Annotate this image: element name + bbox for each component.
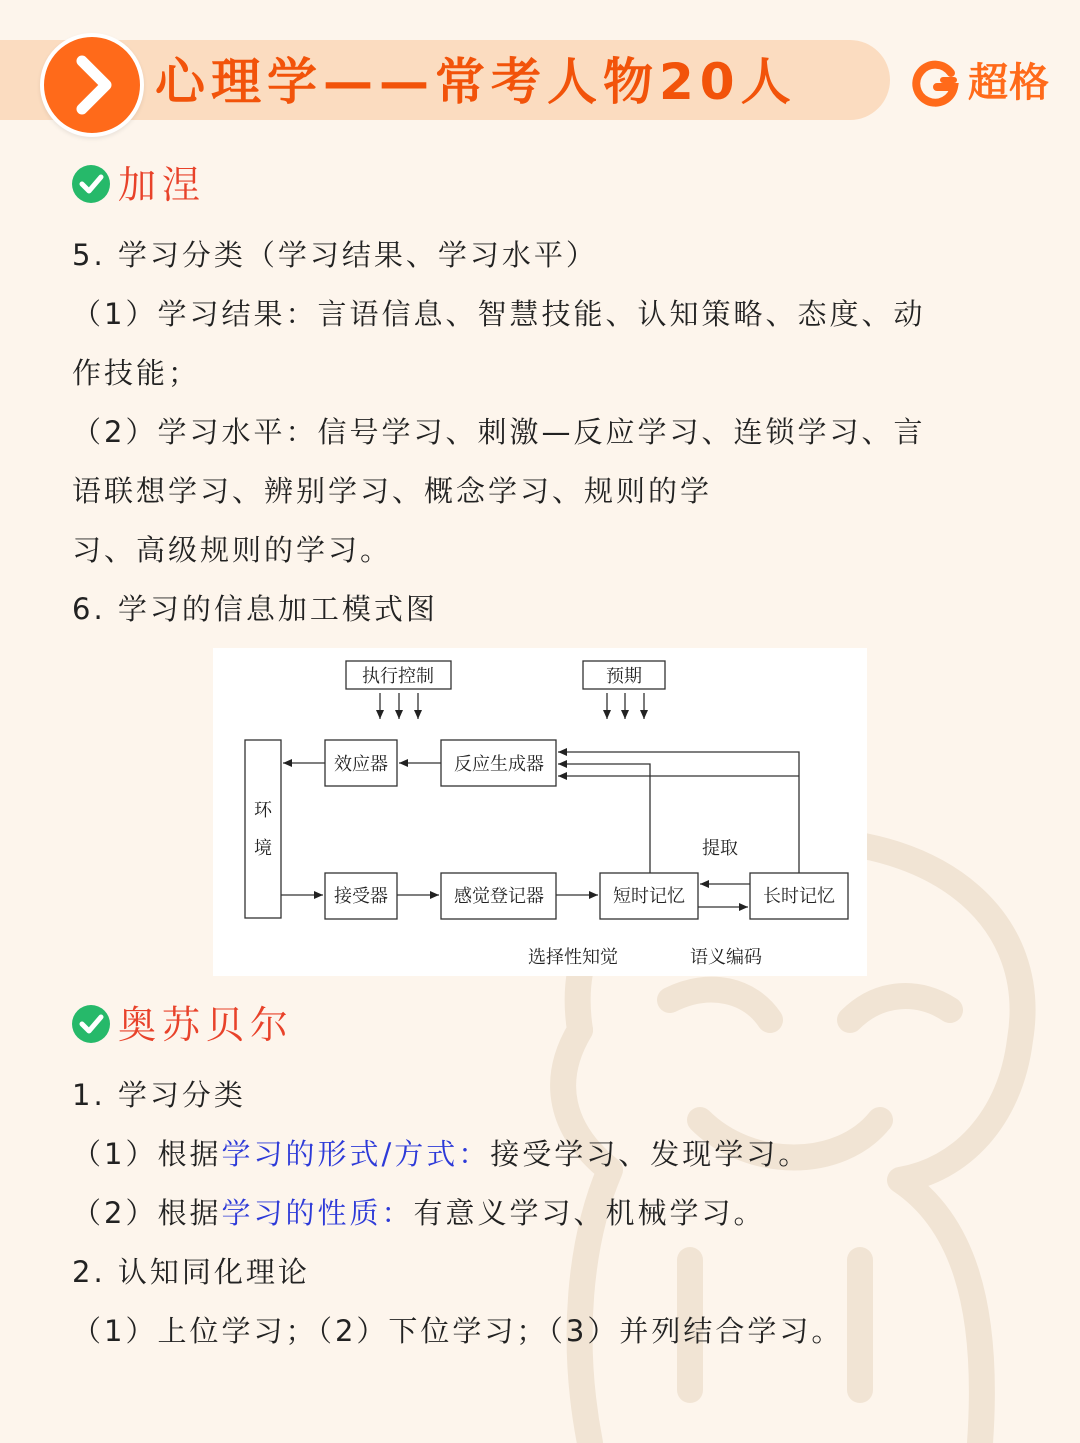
text-line: 2. 认知同化理论 — [72, 1255, 310, 1289]
text-line: 语联想学习、辨别学习、概念学习、规则的学 — [72, 474, 713, 508]
information-processing-diagram — [213, 648, 867, 976]
text-line: 1. 学习分类 — [72, 1078, 246, 1112]
brand-g-icon — [910, 59, 960, 109]
arrow-badge — [40, 33, 144, 137]
text-line: （2）学习水平：信号学习、刺激—反应学习、连锁学习、言 — [72, 415, 926, 449]
text-line: 5. 学习分类（学习结果、学习水平） — [72, 238, 598, 272]
retrieval-label: 提取 — [702, 838, 738, 859]
text-line: 6. 学习的信息加工模式图 — [72, 592, 438, 626]
text-line-classification-form — [72, 1134, 810, 1174]
section-title: 加涅 — [118, 163, 207, 207]
semantic-encoding-label: 语义编码 — [690, 947, 762, 968]
long-term-memory-label: 长时记忆 — [763, 886, 835, 907]
check-circle-icon — [72, 1005, 110, 1043]
chevron-right-icon — [44, 37, 140, 133]
sensory-register-label: 感觉登记器 — [454, 886, 544, 907]
text-segment: 接受学习、发现学习。 — [490, 1137, 811, 1171]
executive-control-label: 执行控制 — [362, 666, 434, 687]
text-segment: （1）根据 — [72, 1137, 222, 1171]
response-generator-label: 反应生成器 — [454, 754, 544, 775]
brand-name: 超格 — [968, 60, 1050, 106]
environment-label-2: 境 — [254, 838, 272, 859]
expectancy-label: 预期 — [606, 666, 642, 687]
page-title: 心理学——常考人物20人 — [155, 53, 797, 111]
selective-perception-label: 选择性知觉 — [528, 947, 618, 968]
receptor-label: 接受器 — [334, 886, 388, 907]
text-line-classification-nature — [72, 1193, 765, 1233]
highlight-text: 学习的性质： — [221, 1196, 414, 1230]
text-segment: （2）根据 — [72, 1196, 222, 1230]
highlight-text: 学习的形式/方式： — [221, 1137, 491, 1171]
environment-label-1: 环 — [254, 800, 272, 821]
section-title: 奥苏贝尔 — [118, 1003, 295, 1047]
check-circle-icon — [72, 165, 110, 203]
text-line: （1）学习结果：言语信息、智慧技能、认知策略、态度、动 — [72, 297, 926, 331]
text-segment: 有意义学习、机械学习。 — [413, 1196, 766, 1230]
text-line: （1）上位学习；（2）下位学习；（3）并列结合学习。 — [72, 1314, 844, 1348]
text-line: 习、高级规则的学习。 — [72, 533, 393, 567]
environment-box — [245, 740, 281, 918]
text-line: 作技能； — [72, 356, 201, 390]
effector-label: 效应器 — [334, 754, 388, 775]
short-term-memory-label: 短时记忆 — [613, 886, 685, 907]
